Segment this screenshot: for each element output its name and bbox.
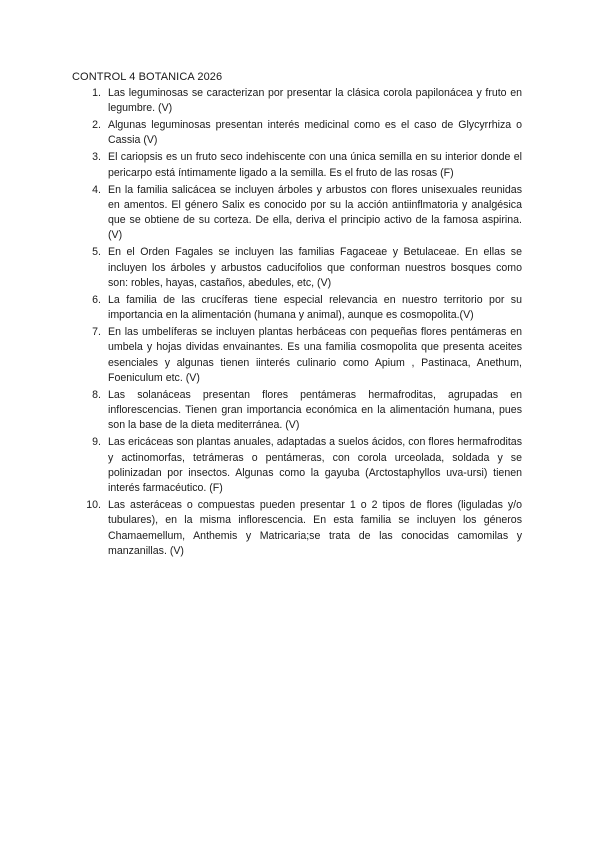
- question-item: [72, 498, 522, 559]
- question-text: En la familia salicácea se incluyen árboles y arbustos con flores unisexuales reunidas en amentos. El género Salix es conocido por su la acción antiinflmatoria y analgésica que se obtiene de su corteza. De ella, deriva el principio activo de la famosa aspirina. (V): [108, 183, 522, 242]
- question-text: Las solanáceas presentan flores pentámeras hermafroditas, agrupadas en inflorescencias. Tienen gran importancia económica en la alimentación humana, pues son la base de la dieta mediterránea. (V): [108, 388, 522, 432]
- question-item: [72, 325, 522, 386]
- question-item: [72, 293, 522, 324]
- question-item: [72, 183, 522, 244]
- question-text: Las asteráceas o compuestas pueden presentar 1 o 2 tipos de flores (liguladas y/o tubulares), en la misma inflorescencia. En esta familia se incluyen los géneros Chamaemellum, Anthemis y Matricaria;se trata de las conocidas camomilas y manzanillas. (V): [108, 499, 522, 557]
- question-number: 5.: [92, 246, 101, 259]
- question-item: [72, 150, 522, 181]
- question-text: Algunas leguminosas presentan interés medicinal como es el caso de Glycyrrhiza o Cassia (V): [108, 119, 522, 147]
- question-item: [72, 118, 522, 149]
- question-text: La familia de las crucíferas tiene especial relevancia en nuestro territorio por su importancia en la alimentación (humana y animal), aunque es cosmopolita.(V): [108, 293, 522, 322]
- question-number: 7.: [92, 326, 101, 339]
- question-number: 8.: [92, 388, 101, 401]
- question-item: [72, 245, 522, 291]
- question-list: [72, 86, 522, 561]
- question-number: 4.: [92, 183, 101, 196]
- question-item: [72, 388, 522, 434]
- question-number: 1.: [92, 87, 101, 99]
- question-item: [72, 435, 522, 496]
- question-text: Las leguminosas se caracterizan por presentar la clásica corola papilonácea y fruto en legumbre. (V): [108, 87, 522, 115]
- question-text: En las umbelíferas se incluyen plantas herbáceas con pequeñas flores pentámeras en umbela y hojas dividas envainantes. Es una familia cosmopolita que presenta aceites esenciales y algunas tienen iinterés culinario como Apium , Pastinaca, Anethum, Foeniculum etc. (V): [108, 326, 522, 384]
- question-item: [72, 86, 522, 117]
- question-number: 6.: [92, 293, 101, 306]
- question-text: En el Orden Fagales se incluyen las familias Fagaceae y Betulaceae. En ellas se incluyen los árboles y arbustos caducifolios que conforman nuestros bosques como son: robles, hayas, castaños, abedules, etc, (V): [108, 246, 522, 289]
- question-text: El cariopsis es un fruto seco indehiscente con una única semilla en su interior donde el pericarpo está íntimamente ligado a la semilla. Es el fruto de las rosas (F): [108, 151, 522, 179]
- question-number: 2.: [92, 119, 101, 132]
- question-number: 3.: [92, 151, 101, 164]
- question-number: 10.: [86, 499, 101, 512]
- question-number: 9.: [92, 436, 101, 449]
- document-title: CONTROL 4 BOTANICA 2026: [72, 71, 223, 83]
- question-text: Las ericáceas son plantas anuales, adaptadas a suelos ácidos, con flores hermafroditas y actinomorfas, tetrámeras o pentámeras, con corola urceolada, soldada y se polinizadan por insectos. Algunas como la gayuba (Arctostaphyllos uva-ursi) tienen interés farmacéutico. (F): [108, 436, 522, 495]
